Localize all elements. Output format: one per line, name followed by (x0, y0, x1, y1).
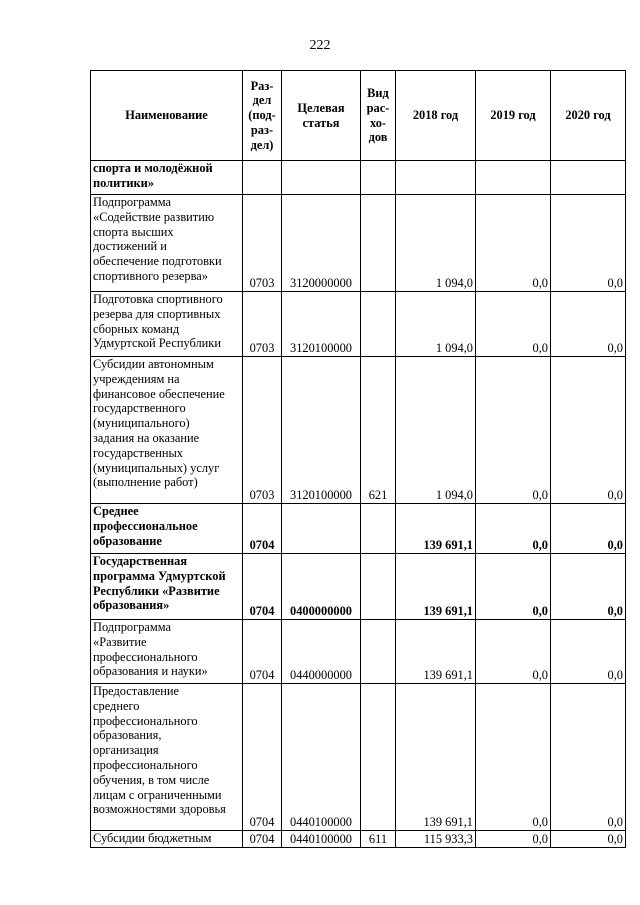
row-celevaya: 0440100000 (282, 831, 361, 848)
row-name: Государственная программа Удмуртской Республики «Развитие образования» (91, 554, 243, 620)
row-razdel (243, 161, 282, 195)
table-row (91, 357, 626, 504)
table-row (91, 195, 626, 292)
row-razdel: 0704 (243, 684, 282, 831)
row-name: Подпрограмма «Содействие развитию спорта высших достижений и обеспечение подготовки спортивного резерва» (91, 195, 243, 292)
row-vid: 621 (361, 357, 396, 504)
header-vid-rashodov: Вид рас- хо- дов (361, 71, 396, 161)
table-row (91, 292, 626, 357)
row-celevaya: 0440000000 (282, 620, 361, 684)
row-2020 (551, 161, 626, 195)
row-2020: 0,0 (551, 357, 626, 504)
table-row (91, 620, 626, 684)
row-2018: 139 691,1 (396, 554, 476, 620)
header-2019: 2019 год (476, 71, 551, 161)
row-vid (361, 292, 396, 357)
row-2019: 0,0 (476, 504, 551, 554)
row-2019: 0,0 (476, 684, 551, 831)
row-name: Подпрограмма «Развитие профессионального образования и науки» (91, 620, 243, 684)
table-header-row (91, 71, 626, 161)
row-2018 (396, 161, 476, 195)
row-2018: 139 691,1 (396, 620, 476, 684)
row-2019: 0,0 (476, 831, 551, 848)
row-name: спорта и молодёжной политики» (91, 161, 243, 195)
row-2018: 1 094,0 (396, 195, 476, 292)
row-name: Субсидии автономным учреждениям на финансовое обеспечение государственного (муниципального) задания на оказание государственных (муниципальных) услуг (выполнение работ) (91, 357, 243, 504)
row-razdel: 0704 (243, 554, 282, 620)
row-2018: 139 691,1 (396, 504, 476, 554)
row-name: Среднее профессиональное образование (91, 504, 243, 554)
row-razdel: 0703 (243, 195, 282, 292)
row-2018: 115 933,3 (396, 831, 476, 848)
row-celevaya (282, 504, 361, 554)
row-razdel: 0704 (243, 620, 282, 684)
row-razdel: 0703 (243, 357, 282, 504)
header-razdel: Раз- дел (под- раз- дел) (243, 71, 282, 161)
row-vid (361, 620, 396, 684)
row-celevaya: 3120100000 (282, 357, 361, 504)
row-2020: 0,0 (551, 195, 626, 292)
row-celevaya (282, 161, 361, 195)
row-2018: 1 094,0 (396, 357, 476, 504)
row-vid (361, 554, 396, 620)
table-row (91, 831, 626, 848)
header-2020: 2020 год (551, 71, 626, 161)
row-razdel: 0704 (243, 504, 282, 554)
table-row (91, 554, 626, 620)
budget-table (90, 70, 626, 848)
row-2019 (476, 161, 551, 195)
row-2020: 0,0 (551, 292, 626, 357)
row-vid (361, 684, 396, 831)
row-name: Субсидии бюджетным (91, 831, 243, 848)
row-razdel: 0703 (243, 292, 282, 357)
row-2020: 0,0 (551, 504, 626, 554)
row-2019: 0,0 (476, 292, 551, 357)
row-2018: 139 691,1 (396, 684, 476, 831)
row-2020: 0,0 (551, 831, 626, 848)
row-2018: 1 094,0 (396, 292, 476, 357)
row-celevaya: 3120100000 (282, 292, 361, 357)
row-celevaya: 0400000000 (282, 554, 361, 620)
row-name: Подготовка спортивного резерва для спортивных сборных команд Удмуртской Республики (91, 292, 243, 357)
row-celevaya: 3120000000 (282, 195, 361, 292)
row-2020: 0,0 (551, 684, 626, 831)
row-2019: 0,0 (476, 195, 551, 292)
row-vid: 611 (361, 831, 396, 848)
header-name: Наименование (91, 71, 243, 161)
row-vid (361, 161, 396, 195)
row-2019: 0,0 (476, 357, 551, 504)
row-2020: 0,0 (551, 620, 626, 684)
row-2019: 0,0 (476, 554, 551, 620)
table-row (91, 684, 626, 831)
header-2018: 2018 год (396, 71, 476, 161)
row-vid (361, 504, 396, 554)
table-row (91, 161, 626, 195)
page-number: 222 (309, 38, 331, 53)
row-celevaya: 0440100000 (282, 684, 361, 831)
table-row (91, 504, 626, 554)
row-razdel: 0704 (243, 831, 282, 848)
row-name: Предоставление среднего профессионального образования, организация профессионального обучения, в том числе лицам с ограниченными возможностями здоровья (91, 684, 243, 831)
row-2020: 0,0 (551, 554, 626, 620)
header-celevaya-statya: Целевая статья (282, 71, 361, 161)
row-vid (361, 195, 396, 292)
row-2019: 0,0 (476, 620, 551, 684)
